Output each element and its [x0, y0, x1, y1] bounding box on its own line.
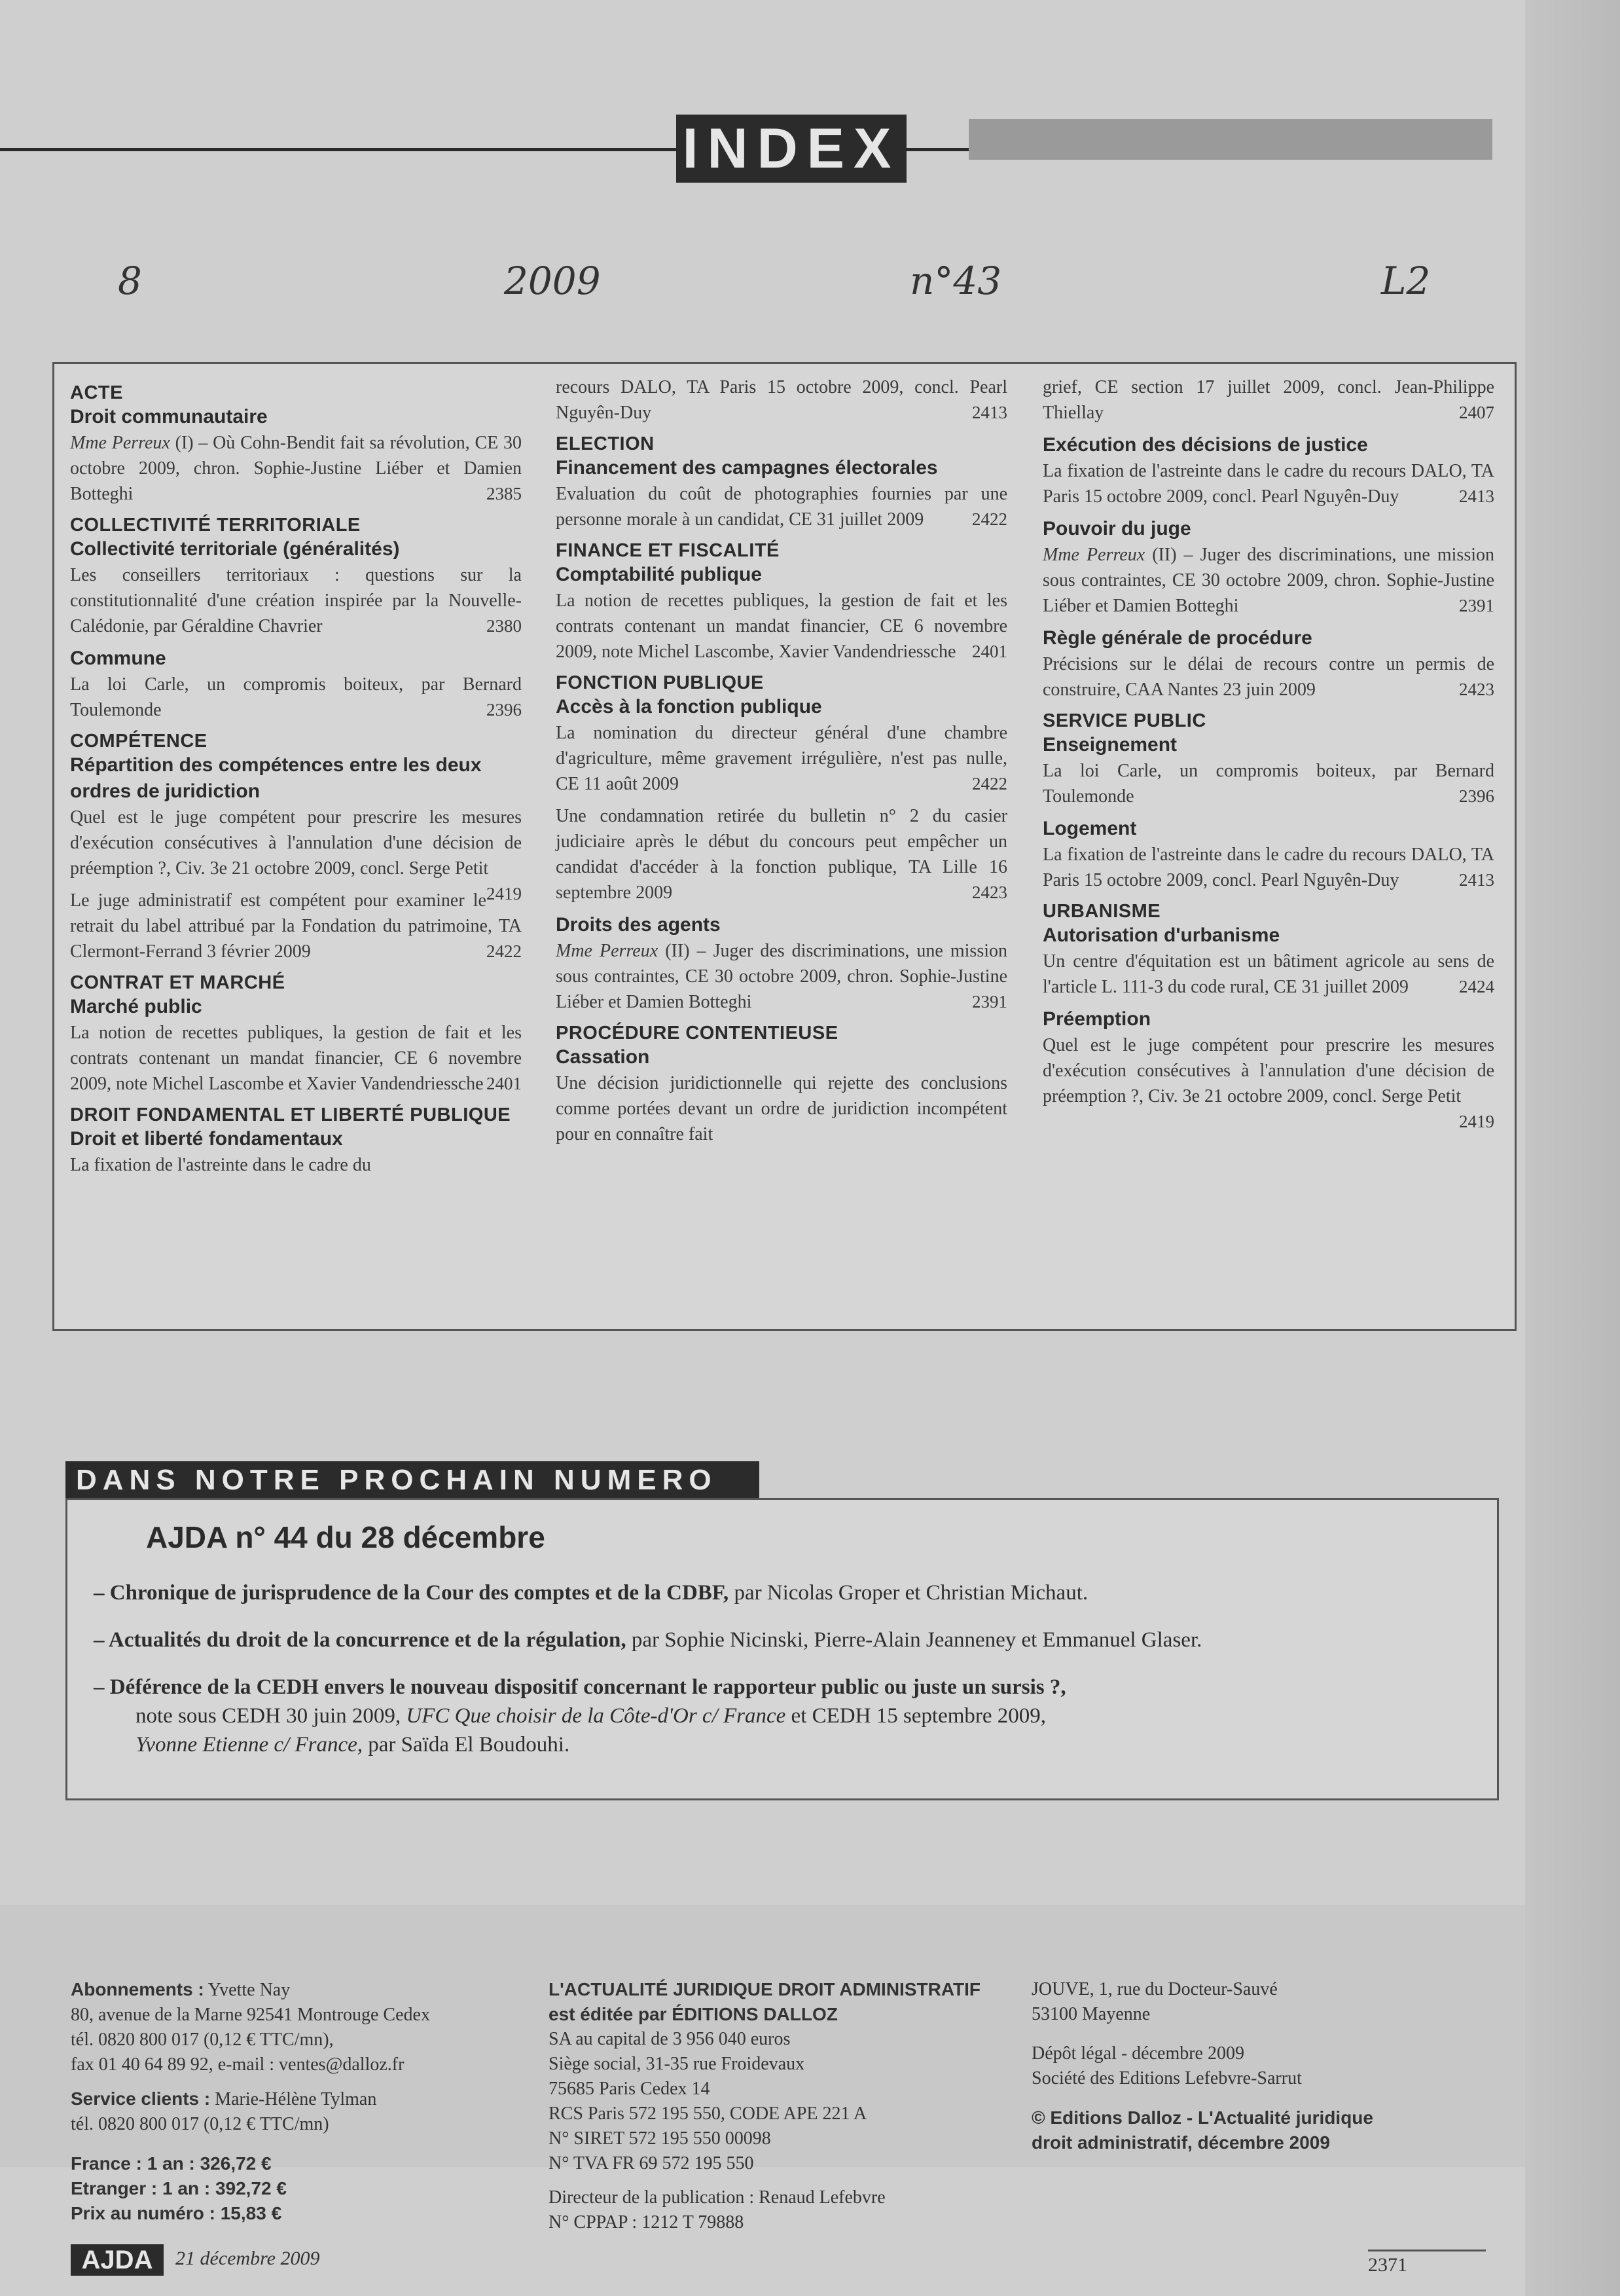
index-entry	[70, 1152, 522, 1178]
index-box	[52, 362, 1517, 1331]
entry-case-name: Mme Perreux	[1043, 545, 1145, 565]
entry-text: Evaluation du coût de photographies fournies par une personne morale à un candidat, CE 31 juillet 2009	[556, 484, 1007, 530]
entry-text: La notion de recettes publiques, la gestion de fait et les contrats contenant un mandat financier, CE 6 novembre 2009, note Michel Lascombe et Xavier Vandendriessche	[70, 1023, 522, 1094]
item-authors: par Nicolas Groper et Christian Michaut.	[729, 1581, 1089, 1605]
service-line: tél. 0820 800 017 (0,12 € TTC/mn)	[71, 2114, 329, 2134]
index-entry	[556, 803, 1007, 905]
depot-line: Société des Editions Lefebvre-Sarrut	[1032, 2068, 1302, 2088]
item-case-name: UFC Que choisir de la Côte-d'Or c/ France	[406, 1704, 786, 1728]
index-subsection-heading: Logement	[1043, 818, 1137, 839]
entry-text: recours DALO, TA Paris 15 octobre 2009, concl. Pearl Nguyên-Duy	[556, 377, 1007, 423]
next-issue-title: AJDA n° 44 du 28 décembre	[146, 1520, 545, 1554]
index-entry	[70, 805, 522, 903]
footer-printer	[1032, 1977, 1490, 2155]
index-entry	[70, 1020, 522, 1097]
header-rule-right	[903, 148, 969, 151]
entry-page-number: 2401	[972, 642, 1007, 661]
index-subsection-heading: Comptabilité publique	[556, 564, 762, 585]
entry-text: La fixation de l'astreinte dans le cadre du recours DALO, TA Paris 15 octobre 2009, concl. Pearl Nguyên-Duy	[1043, 845, 1494, 890]
entry-text: Précisions sur le délai de recours contre un permis de construire, CAA Nantes 23 juin 2009	[1043, 654, 1494, 700]
index-section-heading: COLLECTIVITÉ TERRITORIALE	[70, 515, 361, 536]
entry-page-number: 2391	[1459, 596, 1494, 615]
entry-text: grief, CE section 17 juillet 2009, concl. Jean-Philippe Thiellay	[1043, 377, 1494, 423]
index-entry	[1043, 842, 1494, 893]
publisher-line: Siège social, 31-35 rue Froidevaux	[549, 2054, 805, 2074]
entry-text: Quel est le juge compétent pour prescrire les mesures d'exécution consécutives à l'annulation d'une décision de préemption ?, Civ. 3e 21 octobre 2009, concl. Serge Petit	[1043, 1035, 1494, 1106]
index-entry	[70, 672, 522, 723]
publisher-line: SA au capital de 3 956 040 euros	[549, 2029, 791, 2049]
director-line: Directeur de la publication : Renaud Lefebvre	[549, 2187, 886, 2208]
index-entry	[1043, 542, 1494, 619]
index-entry	[556, 588, 1007, 665]
copyright-line: droit administratif, décembre 2009	[1032, 2132, 1330, 2153]
entry-page-number: 2413	[972, 403, 1007, 422]
item-continuation	[94, 1730, 1464, 1759]
publisher-line: N° TVA FR 69 572 195 550	[549, 2153, 754, 2174]
abonnements-line: fax 01 40 64 89 92, e-mail : ventes@dalloz.fr	[71, 2054, 405, 2075]
index-entry	[556, 938, 1007, 1015]
index-section-heading: PROCÉDURE CONTENTIEUSE	[556, 1023, 838, 1044]
publisher-line: 75685 Paris Cedex 14	[549, 2079, 710, 2099]
prochain-numero-box	[65, 1498, 1499, 1800]
index-entry	[1043, 1032, 1494, 1131]
index-section-heading: FINANCE ET FISCALITÉ	[556, 540, 780, 561]
index-subsection-heading: Autorisation d'urbanisme	[1043, 924, 1280, 946]
handwritten-note-1: 8	[118, 259, 142, 303]
handwritten-note-4: L2	[1381, 259, 1431, 303]
index-subsection-heading: Commune	[70, 647, 166, 669]
entry-text: La loi Carle, un compromis boiteux, par Bernard Toulemonde	[1043, 761, 1494, 807]
entry-page-number: 2396	[1459, 786, 1494, 806]
index-section-heading: FONCTION PUBLIQUE	[556, 672, 764, 693]
next-issue-item	[94, 1673, 1464, 1759]
printer-line: 53100 Mayenne	[1032, 2004, 1151, 2024]
index-entry	[1043, 374, 1494, 426]
index-column-3	[1043, 374, 1494, 1135]
service-name: Marie-Hélène Tylman	[210, 2089, 377, 2109]
index-section-heading: ELECTION	[556, 433, 655, 454]
price-etranger: Etranger : 1 an : 392,72 €	[71, 2178, 287, 2198]
entry-page-number: 2380	[486, 616, 522, 636]
header-rule-left	[0, 148, 681, 151]
item-authors: par Saïda El Boudouhi.	[363, 1733, 570, 1757]
prochain-numero-banner: DANS NOTRE PROCHAIN NUMERO	[65, 1461, 759, 1499]
entry-page-number: 2422	[486, 941, 522, 961]
entry-text: Une condamnation retirée du bulletin n° 2 du casier judiciaire après le début du concours peut empêcher un candidat d'accéder à la fonction publique, TA Lille 16 septembre 2009	[556, 806, 1007, 903]
handwritten-note-2: 2009	[504, 259, 601, 303]
index-entry	[556, 481, 1007, 532]
index-entry	[70, 430, 522, 507]
index-entry	[556, 1070, 1007, 1147]
entry-page-number: 2385	[486, 484, 522, 503]
entry-page-number: 2422	[972, 509, 1007, 529]
entry-page-number: 2424	[1459, 977, 1494, 996]
entry-page-number: 2413	[1459, 870, 1494, 890]
index-section-heading: CONTRAT ET MARCHÉ	[70, 972, 285, 993]
entry-text: (I) – Où Cohn-Bendit fait sa révolution, CE 30 octobre 2009, chron. Sophie-Justine Liéber et Damien Botteghi	[70, 433, 522, 504]
entry-text: La notion de recettes publiques, la gestion de fait et les contrats contenant un mandat financier, CE 6 novembre 2009, note Michel Lascombe, Xavier Vandendriessche	[556, 591, 1007, 662]
issue-date: 21 décembre 2009	[175, 2248, 320, 2269]
footer-subscriptions	[71, 1977, 568, 2226]
entry-case-name: Mme Perreux	[556, 941, 658, 961]
entry-text: Les conseillers territoriaux : questions sur la constitutionnalité d'une création inspirée par la Nouvelle-Calédonie, par Géraldine Chavrier	[70, 565, 522, 636]
index-entry	[70, 562, 522, 639]
index-entry	[556, 720, 1007, 797]
entry-text: La loi Carle, un compromis boiteux, par Bernard Toulemonde	[70, 674, 522, 720]
index-entry	[70, 888, 522, 964]
entry-page-number: 2391	[972, 992, 1007, 1011]
entry-page-number: 2401	[486, 1074, 522, 1093]
service-label: Service clients :	[71, 2088, 211, 2109]
item-note: et CEDH 15 septembre 2009,	[785, 1704, 1047, 1728]
index-entry	[1043, 651, 1494, 702]
entry-page-number: 2423	[972, 883, 1007, 902]
entry-page-number: 2422	[972, 774, 1007, 793]
entry-page-number: 2413	[1459, 486, 1494, 506]
entry-page-number: 2423	[1459, 680, 1494, 699]
index-subsection-heading: Droit et liberté fondamentaux	[70, 1128, 343, 1150]
cppap-line: N° CPPAP : 1212 T 79888	[549, 2212, 744, 2232]
abonnements-line: tél. 0820 800 017 (0,12 € TTC/mn),	[71, 2030, 334, 2050]
price-france: France : 1 an : 326,72 €	[71, 2153, 272, 2174]
index-subsection-heading: Pouvoir du juge	[1043, 518, 1191, 539]
index-banner: INDEX	[676, 115, 907, 183]
index-column-1	[70, 374, 522, 1184]
price-numero: Prix au numéro : 15,83 €	[71, 2203, 282, 2223]
entry-page-number: 2419	[486, 884, 522, 903]
index-subsection-heading: Collectivité territoriale (généralités)	[70, 538, 400, 560]
item-authors: par Sophie Nicinski, Pierre-Alain Jeanneney et Emmanuel Glaser.	[626, 1628, 1202, 1652]
item-title: – Chronique de jurisprudence de la Cour des comptes et de la CDBF,	[94, 1581, 729, 1605]
item-note: note sous CEDH 30 juin 2009,	[135, 1704, 406, 1728]
index-subsection-heading: Droits des agents	[556, 914, 721, 936]
entry-text: Un centre d'équitation est un bâtiment agricole au sens de l'article L. 111-3 du code rural, CE 31 juillet 2009	[1043, 951, 1494, 997]
index-subsection-heading: Répartition des compétences entre les deux ordres de juridiction	[70, 754, 482, 802]
index-entry	[1043, 458, 1494, 509]
publisher-title: L'ACTUALITÉ JURIDIQUE DROIT ADMINISTRATIF	[549, 1979, 981, 1999]
page-number: 2371	[1368, 2250, 1486, 2276]
publisher-line: N° SIRET 572 195 550 00098	[549, 2128, 771, 2149]
index-section-heading: ACTE	[70, 382, 123, 403]
index-entry	[556, 374, 1007, 426]
abonnements-label: Abonnements :	[71, 1979, 204, 1999]
publisher-title: est éditée par ÉDITIONS DALLOZ	[549, 2004, 838, 2024]
abonnements-line: 80, avenue de la Marne 92541 Montrouge Cedex	[71, 2005, 430, 2025]
entry-text: (II) – Juger des discriminations, une mission sous contraintes, CE 30 octobre 2009, chron. Sophie-Justine Liéber et Damien Botteghi	[1043, 545, 1494, 616]
index-subsection-heading: Accès à la fonction publique	[556, 696, 822, 718]
entry-text: Le juge administratif est compétent pour examiner le retrait du label attribué par la Fondation du patrimoine, TA Clermont-Ferrand 3 février 2009	[70, 890, 522, 962]
item-case-name: Yvonne Etienne c/ France,	[135, 1733, 363, 1757]
abonnements-name: Yvette Nay	[204, 1980, 291, 2000]
entry-page-number: 2396	[486, 700, 522, 720]
entry-text: La fixation de l'astreinte dans le cadre du	[70, 1155, 371, 1175]
index-subsection-heading: Droit communautaire	[70, 406, 268, 428]
copyright-line: © Editions Dalloz - L'Actualité juridique	[1032, 2107, 1373, 2128]
index-section-heading: DROIT FONDAMENTAL ET LIBERTÉ PUBLIQUE	[70, 1104, 511, 1125]
index-column-2	[556, 374, 1007, 1154]
next-issue-item	[94, 1578, 1464, 1607]
index-entry	[1043, 949, 1494, 1000]
index-subsection-heading: Préemption	[1043, 1008, 1151, 1030]
index-subsection-heading: Marché public	[70, 996, 202, 1017]
item-title: – Déférence de la CEDH envers le nouveau dispositif concernant le rapporteur public ou juste un sursis ?,	[94, 1675, 1066, 1699]
footer-publisher	[549, 1977, 1046, 2235]
entry-text: (II) – Juger des discriminations, une mission sous contraintes, CE 30 octobre 2009, chron. Sophie-Justine Liéber et Damien Botteghi	[556, 941, 1007, 1012]
index-section-heading: SERVICE PUBLIC	[1043, 710, 1206, 731]
entry-page-number: 2407	[1459, 403, 1494, 422]
index-subsection-heading: Exécution des décisions de justice	[1043, 434, 1368, 456]
handwritten-note-3: n°43	[910, 259, 1002, 303]
entry-text: Quel est le juge compétent pour prescrire les mesures d'exécution consécutives à l'annulation d'une décision de préemption ?, Civ. 3e 21 octobre 2009, concl. Serge Petit	[70, 807, 522, 879]
index-subsection-heading: Règle générale de procédure	[1043, 627, 1312, 649]
item-continuation	[94, 1702, 1464, 1730]
depot-line: Dépôt légal - décembre 2009	[1032, 2043, 1244, 2064]
page-edge-shadow	[1525, 0, 1620, 2296]
index-subsection-heading: Enseignement	[1043, 734, 1178, 756]
index-subsection-heading: Financement des campagnes électorales	[556, 457, 938, 479]
entry-text: La nomination du directeur général d'une chambre d'agriculture, même gravement irrégulière, n'est pas nulle, CE 11 août 2009	[556, 723, 1007, 794]
item-title: – Actualités du droit de la concurrence et de la régulation,	[94, 1628, 626, 1652]
ajda-logo: AJDA	[71, 2244, 164, 2276]
entry-case-name: Mme Perreux	[70, 433, 170, 453]
index-entry	[1043, 758, 1494, 809]
entry-text: La fixation de l'astreinte dans le cadre du recours DALO, TA Paris 15 octobre 2009, concl. Pearl Nguyên-Duy	[1043, 461, 1494, 507]
index-section-heading: URBANISME	[1043, 901, 1161, 922]
next-issue-item	[94, 1626, 1464, 1654]
entry-page-number: 2419	[1459, 1112, 1494, 1131]
index-section-heading: COMPÉTENCE	[70, 731, 207, 752]
printer-line: JOUVE, 1, rue du Docteur-Sauvé	[1032, 1979, 1278, 1999]
entry-text: Une décision juridictionnelle qui rejette des conclusions comme portées devant un ordre de juridiction incompétent pour en connaître fait	[556, 1073, 1007, 1144]
bleed-through-banner	[969, 119, 1492, 160]
index-subsection-heading: Cassation	[556, 1046, 650, 1068]
publisher-line: RCS Paris 572 195 550, CODE APE 221 A	[549, 2104, 867, 2124]
